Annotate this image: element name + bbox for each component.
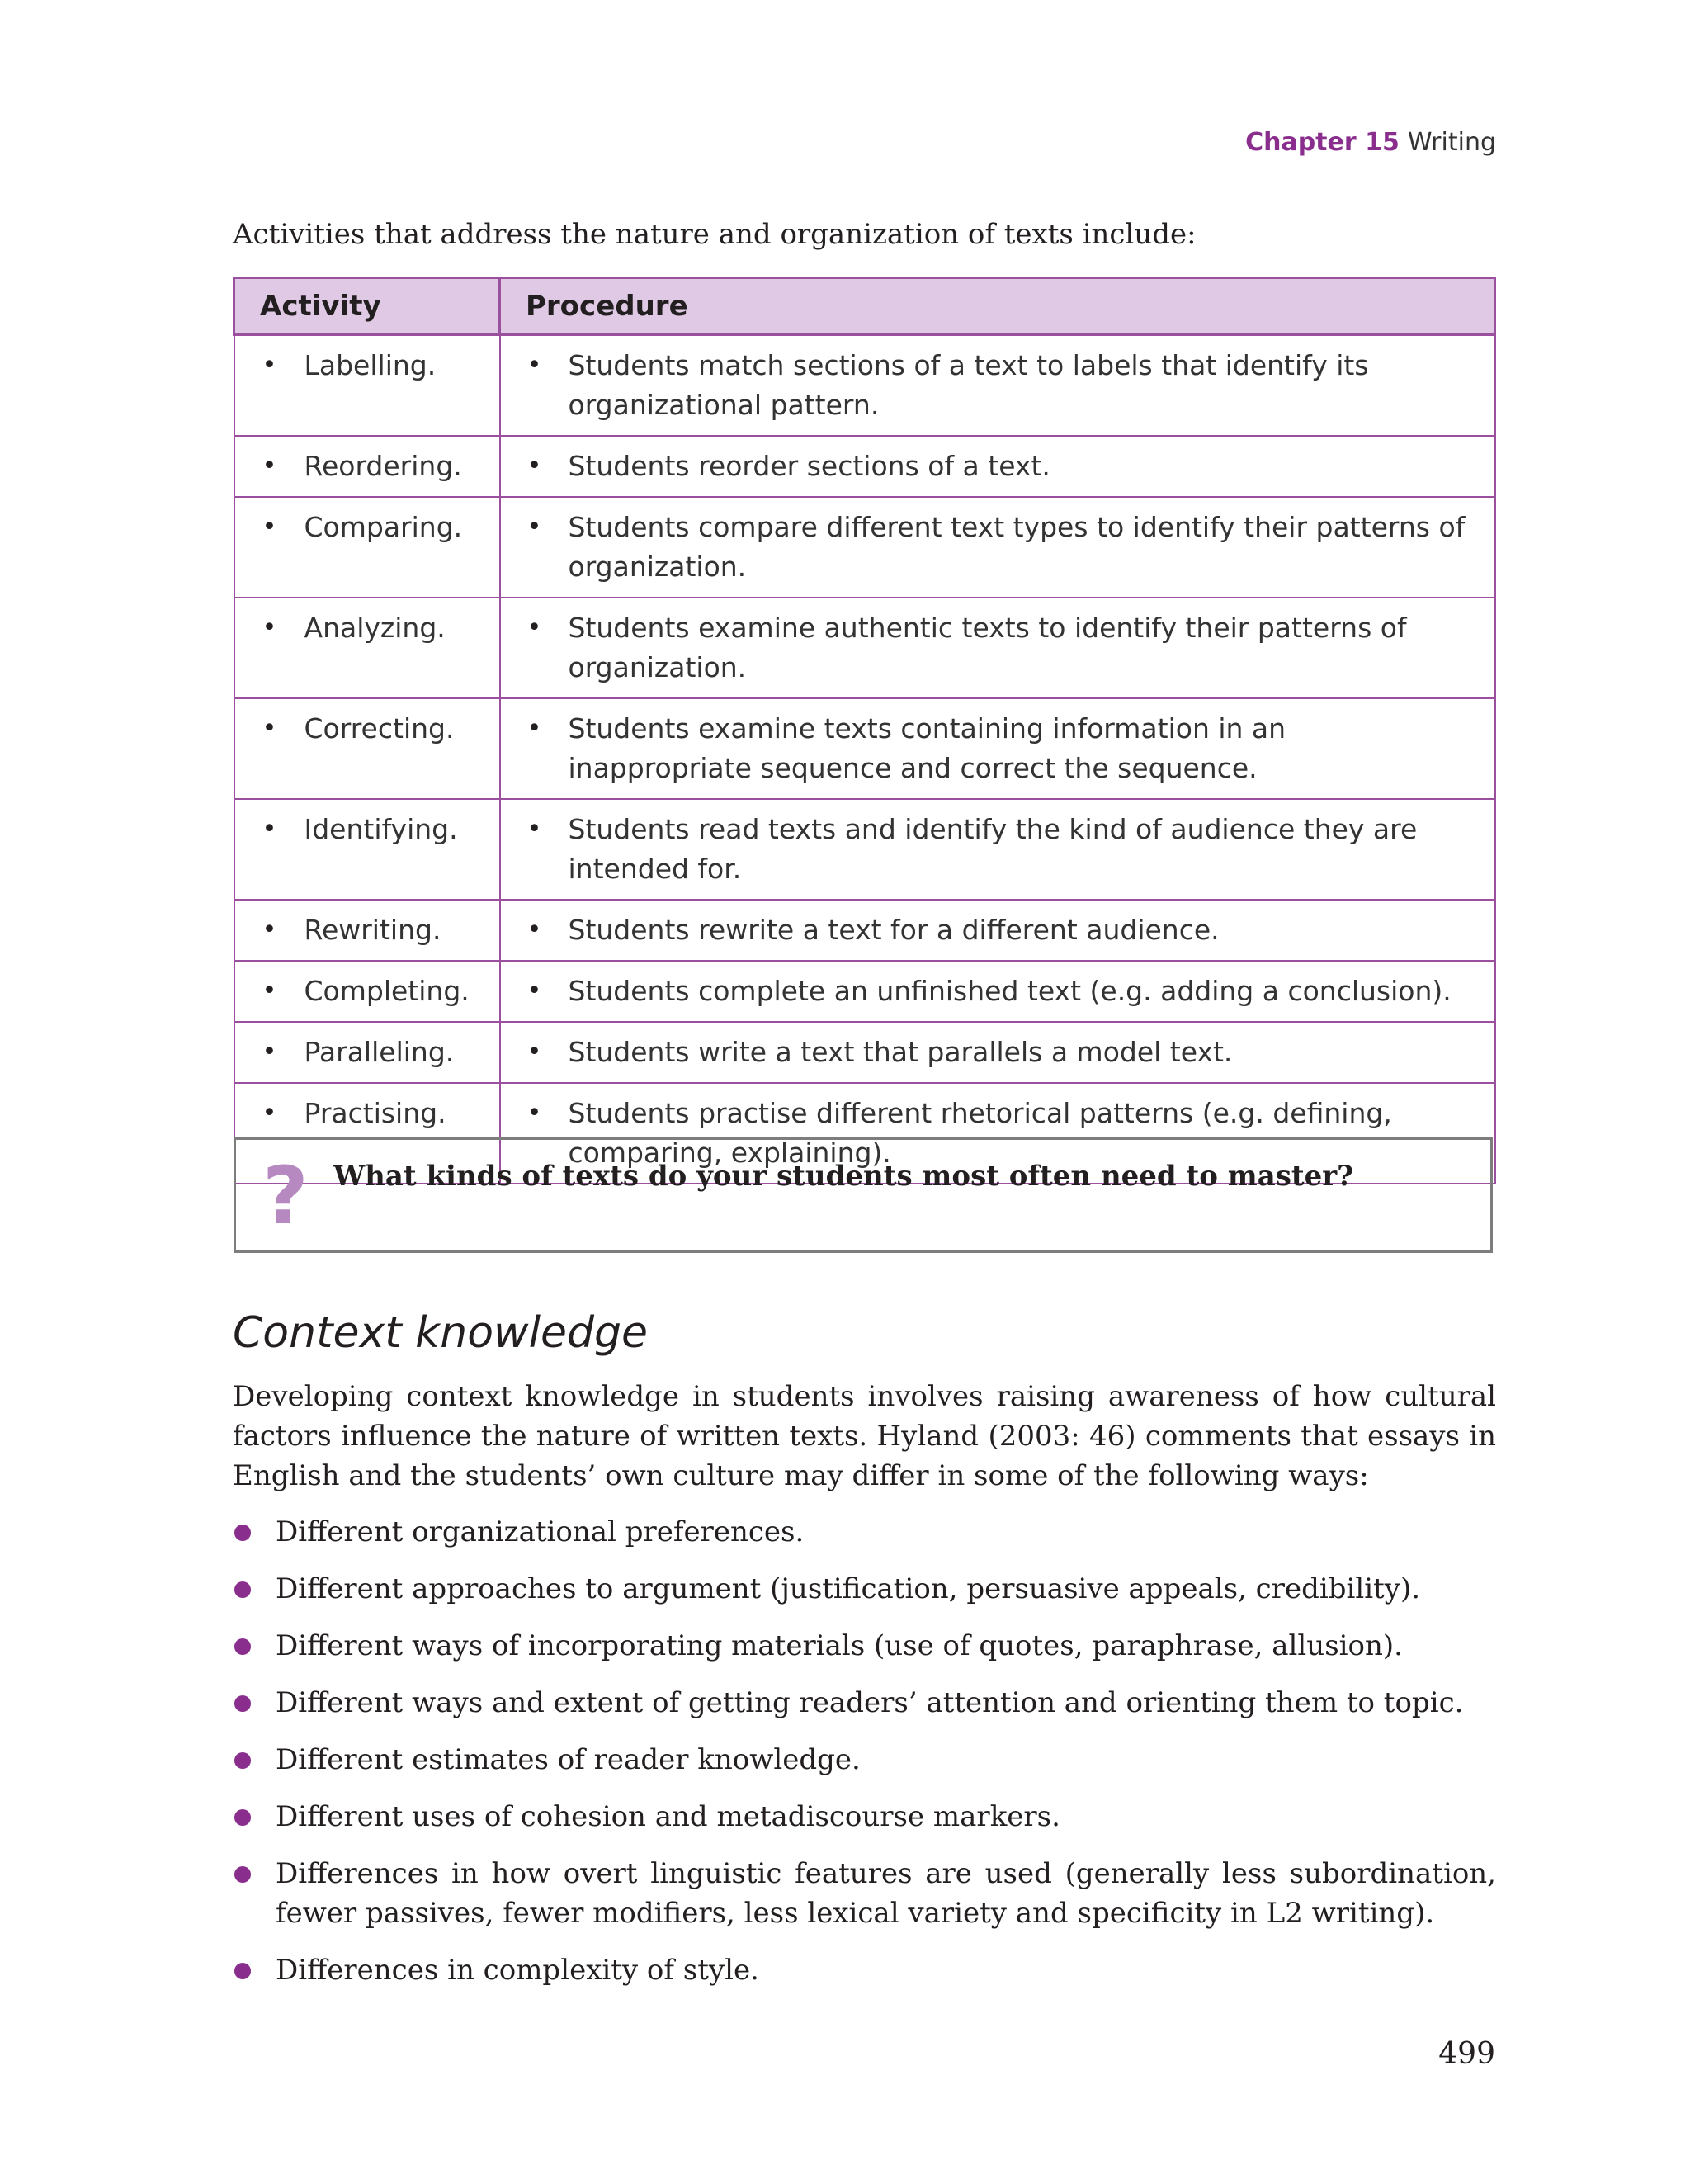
bullet-icon: • bbox=[262, 815, 277, 844]
procedure-cell bbox=[500, 598, 1495, 698]
activity-name: Practising. bbox=[304, 1097, 446, 1129]
list-item bbox=[233, 1797, 1496, 1837]
page-number: 499 bbox=[1438, 2037, 1495, 2071]
table-row bbox=[234, 598, 1495, 698]
list-item bbox=[233, 1854, 1496, 1933]
list-item bbox=[233, 1740, 1496, 1780]
bullet-list bbox=[233, 1512, 1496, 2007]
procedure-text: Students examine authentic texts to identify their patterns of organization. bbox=[568, 612, 1407, 683]
bullet-icon: • bbox=[262, 513, 277, 541]
procedure-text: Students compare different text types to identify their patterns of organization. bbox=[568, 511, 1466, 583]
bullet-icon: • bbox=[262, 1099, 277, 1127]
bullet-icon: • bbox=[526, 1038, 542, 1066]
activity-cell bbox=[234, 436, 500, 497]
chapter-label: Chapter 15 bbox=[1245, 128, 1400, 157]
procedure-text: Students practise different rhetorical patterns (e.g. defining, comparing, explaining). bbox=[568, 1097, 1392, 1169]
activity-name: Comparing. bbox=[304, 511, 463, 543]
procedure-cell bbox=[500, 335, 1495, 437]
procedure-text: Students reorder sections of a text. bbox=[568, 450, 1050, 482]
activity-cell bbox=[234, 497, 500, 598]
activity-name: Paralleling. bbox=[304, 1036, 455, 1068]
list-item-text: Different estimates of reader knowledge. bbox=[276, 1743, 861, 1776]
list-item-text: Differences in complexity of style. bbox=[276, 1954, 759, 1987]
activity-cell bbox=[234, 961, 500, 1022]
list-item-text: Different uses of cohesion and metadiscourse markers. bbox=[276, 1800, 1060, 1833]
bullet-icon: • bbox=[526, 714, 542, 743]
table-row bbox=[234, 497, 1495, 598]
list-item-text: Different approaches to argument (justification, persuasive appeals, credibility). bbox=[276, 1572, 1421, 1605]
bullet-icon: • bbox=[526, 451, 542, 480]
header-procedure: Procedure bbox=[500, 278, 1495, 335]
table-row bbox=[234, 799, 1495, 900]
table-row bbox=[234, 335, 1495, 437]
procedure-text: Students match sections of a text to labels that identify its organizational pattern. bbox=[568, 349, 1369, 421]
bullet-icon: • bbox=[262, 451, 277, 480]
procedure-text: Students read texts and identify the kind of audience they are intended for. bbox=[568, 813, 1418, 885]
bullet-icon: • bbox=[526, 513, 542, 541]
reflection-question-box bbox=[234, 1137, 1493, 1253]
bullet-icon: • bbox=[262, 915, 277, 944]
bullet-icon: • bbox=[526, 915, 542, 944]
activity-cell bbox=[234, 598, 500, 698]
bullet-icon: • bbox=[526, 613, 542, 642]
table-row bbox=[234, 900, 1495, 961]
intro-sentence: Activities that address the nature and organization of texts include: bbox=[233, 218, 1197, 251]
activity-name: Identifying. bbox=[304, 813, 458, 845]
reflection-question: What kinds of texts do your students most often need to master? bbox=[333, 1160, 1354, 1193]
procedure-cell bbox=[500, 436, 1495, 497]
table-row bbox=[234, 698, 1495, 799]
procedure-cell bbox=[500, 961, 1495, 1022]
activity-name: Correcting. bbox=[304, 712, 455, 745]
bullet-dot-icon bbox=[234, 1809, 251, 1826]
question-mark-icon: ? bbox=[262, 1150, 309, 1242]
bullet-icon: • bbox=[526, 976, 542, 1005]
bullet-icon: • bbox=[526, 351, 542, 380]
procedure-cell bbox=[500, 698, 1495, 799]
bullet-icon: • bbox=[262, 351, 277, 380]
table-row bbox=[234, 1022, 1495, 1083]
bullet-dot-icon bbox=[234, 1963, 251, 1979]
bullet-icon: • bbox=[526, 815, 542, 844]
procedure-text: Students write a text that parallels a model text. bbox=[568, 1036, 1233, 1068]
list-item bbox=[233, 1626, 1496, 1666]
bullet-dot-icon bbox=[234, 1695, 251, 1712]
procedure-cell bbox=[500, 1022, 1495, 1083]
list-item bbox=[233, 1683, 1496, 1723]
activity-cell bbox=[234, 799, 500, 900]
bullet-icon: • bbox=[262, 714, 277, 743]
activity-cell bbox=[234, 1022, 500, 1083]
activity-name: Rewriting. bbox=[304, 914, 441, 946]
bullet-dot-icon bbox=[234, 1866, 251, 1883]
bullet-dot-icon bbox=[234, 1752, 251, 1769]
header-activity: Activity bbox=[234, 278, 500, 335]
procedure-text: Students complete an unfinished text (e.g. adding a conclusion). bbox=[568, 975, 1452, 1007]
procedure-cell bbox=[500, 900, 1495, 961]
running-head bbox=[1245, 128, 1496, 157]
activity-name: Labelling. bbox=[304, 349, 437, 381]
list-item-text: Differences in how overt linguistic features are used (generally less subordination, fewer passives, fewer modifiers, less lexical variety and specificity in L2 writing). bbox=[276, 1857, 1496, 1930]
activity-name: Reordering. bbox=[304, 450, 462, 482]
procedure-text: Students rewrite a text for a different audience. bbox=[568, 914, 1220, 946]
activity-name: Analyzing. bbox=[304, 612, 446, 644]
activity-cell bbox=[234, 900, 500, 961]
activity-cell bbox=[234, 335, 500, 437]
list-item bbox=[233, 1512, 1496, 1552]
bullet-dot-icon bbox=[234, 1581, 251, 1598]
procedure-text: Students examine texts containing information in an inappropriate sequence and correct the sequence. bbox=[568, 712, 1286, 784]
activity-name: Completing. bbox=[304, 975, 470, 1007]
list-item-text: Different ways and extent of getting readers’ attention and orienting them to topic. bbox=[276, 1686, 1464, 1719]
section-paragraph: Developing context knowledge in students involves raising awareness of how cultural factors influence the nature of written texts. Hyland (2003: 46) comments that essays in English and the students’ own culture may differ in some of the following ways: bbox=[233, 1380, 1496, 1492]
bullet-dot-icon bbox=[234, 1525, 251, 1541]
bullet-icon: • bbox=[262, 613, 277, 642]
bullet-dot-icon bbox=[234, 1638, 251, 1655]
procedure-cell bbox=[500, 799, 1495, 900]
section-heading: Context knowledge bbox=[233, 1308, 649, 1358]
list-item bbox=[233, 1950, 1496, 1990]
table-row bbox=[234, 961, 1495, 1022]
bullet-icon: • bbox=[526, 1099, 542, 1127]
bullet-icon: • bbox=[262, 976, 277, 1005]
list-item bbox=[233, 1569, 1496, 1609]
activities-table bbox=[233, 277, 1496, 1184]
bullet-icon: • bbox=[262, 1038, 277, 1066]
list-item-text: Different ways of incorporating materials (use of quotes, paraphrase, allusion). bbox=[276, 1629, 1403, 1662]
procedure-cell bbox=[500, 497, 1495, 598]
table-header-row bbox=[234, 278, 1495, 335]
list-item-text: Different organizational preferences. bbox=[276, 1515, 805, 1548]
activity-cell bbox=[234, 698, 500, 799]
table-row bbox=[234, 436, 1495, 497]
chapter-title: Writing bbox=[1407, 128, 1496, 157]
